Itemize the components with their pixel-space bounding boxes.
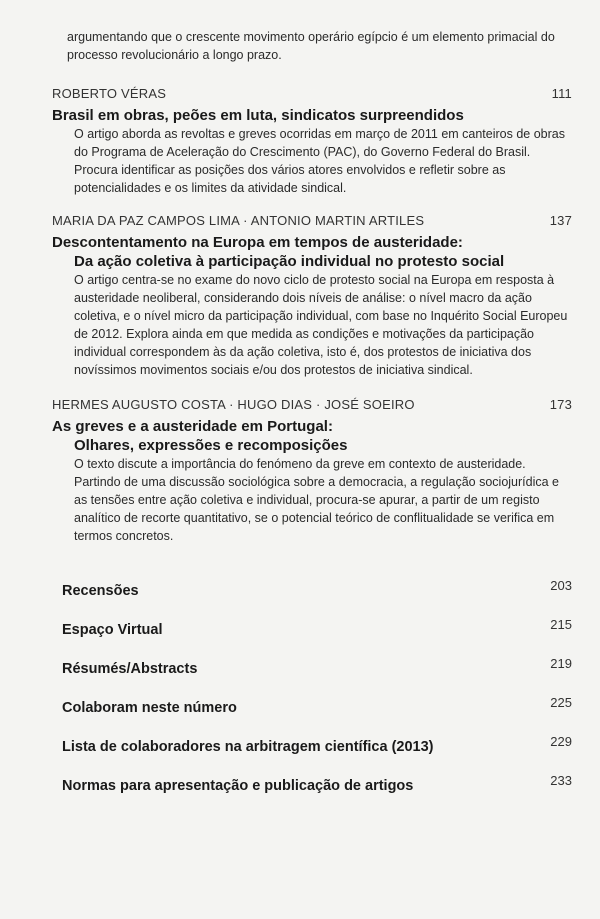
- section-page-number: 229: [550, 734, 572, 749]
- article-header: [52, 213, 572, 233]
- section-label: Colaboram neste número: [62, 700, 237, 716]
- article-entry: [52, 86, 572, 197]
- article-title[interactable]: As greves e a austeridade em Portugal:: [52, 418, 333, 435]
- article-author: HERMES AUGUSTO COSTA · HUGO DIAS · JOSÉ SOEIRO: [52, 397, 415, 412]
- section-page-number: 215: [550, 617, 572, 632]
- intro-paragraph: argumentando que o crescente movimento operário egípcio é um elemento primacial do processo revolucionário a longo prazo.: [67, 30, 555, 62]
- section-label: Normas para apresentação e publicação de artigos: [62, 778, 414, 794]
- section-list: [62, 578, 572, 816]
- article-entry: [52, 213, 572, 379]
- section-label: Lista de colaboradores na arbitragem científica (2013): [62, 739, 434, 755]
- section-item[interactable]: [62, 617, 572, 660]
- section-page-number: 233: [550, 773, 572, 788]
- section-item[interactable]: [62, 773, 572, 816]
- section-item[interactable]: [62, 578, 572, 621]
- article-entry: [52, 397, 572, 545]
- article-subtitle[interactable]: Olhares, expressões e recomposições: [74, 437, 348, 454]
- section-item[interactable]: [62, 734, 572, 777]
- article-page-number: 173: [549, 397, 572, 412]
- article-subtitle[interactable]: Da ação coletiva à participação individual no protesto social: [74, 253, 505, 270]
- section-label: Espaço Virtual: [62, 622, 163, 638]
- article-page-number: 111: [551, 86, 572, 101]
- article-title[interactable]: Brasil em obras, peões em luta, sindicatos surpreendidos: [52, 107, 464, 124]
- section-page-number: 203: [550, 578, 572, 593]
- article-header: [52, 86, 572, 106]
- article-abstract: O artigo aborda as revoltas e greves ocorridas em março de 2011 em canteiros de obras do Programa de Aceleração do Crescimento (PAC), do Governo Federal do Brasil. Procura identificar as posições dos vários atores envolvidos e refletir sobre as potencialidades e os limites da atividade sindical.: [74, 127, 565, 195]
- article-author: ROBERTO VÉRAS: [52, 86, 167, 101]
- section-label: Recensões: [62, 583, 139, 599]
- article-abstract: O artigo centra-se no exame do novo ciclo de protesto social na Europa em resposta à austeridade neoliberal, considerando dois níveis de análise: o nível macro da ação coletiva, e o nível micro da participação individual, com base no Inquérito Social Europeu de 2012. Explora ainda em que medida as condições e motivações da participação individual correspondem às da ação coletiva, isto é, dos protestos de iniciativa dos novíssimos movimentos sociais e/ou dos protestos de iniciativa sindical.: [74, 273, 568, 377]
- article-author: MARIA DA PAZ CAMPOS LIMA · ANTONIO MARTIN ARTILES: [52, 213, 425, 228]
- section-label: Résumés/Abstracts: [62, 661, 198, 677]
- section-page-number: 225: [550, 695, 572, 710]
- article-abstract: O texto discute a importância do fenómeno da greve em contexto de austeridade. Partindo de uma discussão sociológica sobre a democracia, a regulação sociojurídica e as tensões entre ação coletiva e individual, procura-se apurar, a partir de um registo analítico de recorte quantitativo, se o potencial teórico de conflitualidade se verifica em termos concretos.: [74, 457, 559, 543]
- section-page-number: 219: [550, 656, 572, 671]
- section-item[interactable]: [62, 695, 572, 738]
- article-header: [52, 397, 572, 417]
- article-title[interactable]: Descontentamento na Europa em tempos de austeridade:: [52, 234, 463, 251]
- article-page-number: 137: [549, 213, 572, 228]
- section-item[interactable]: [62, 656, 572, 699]
